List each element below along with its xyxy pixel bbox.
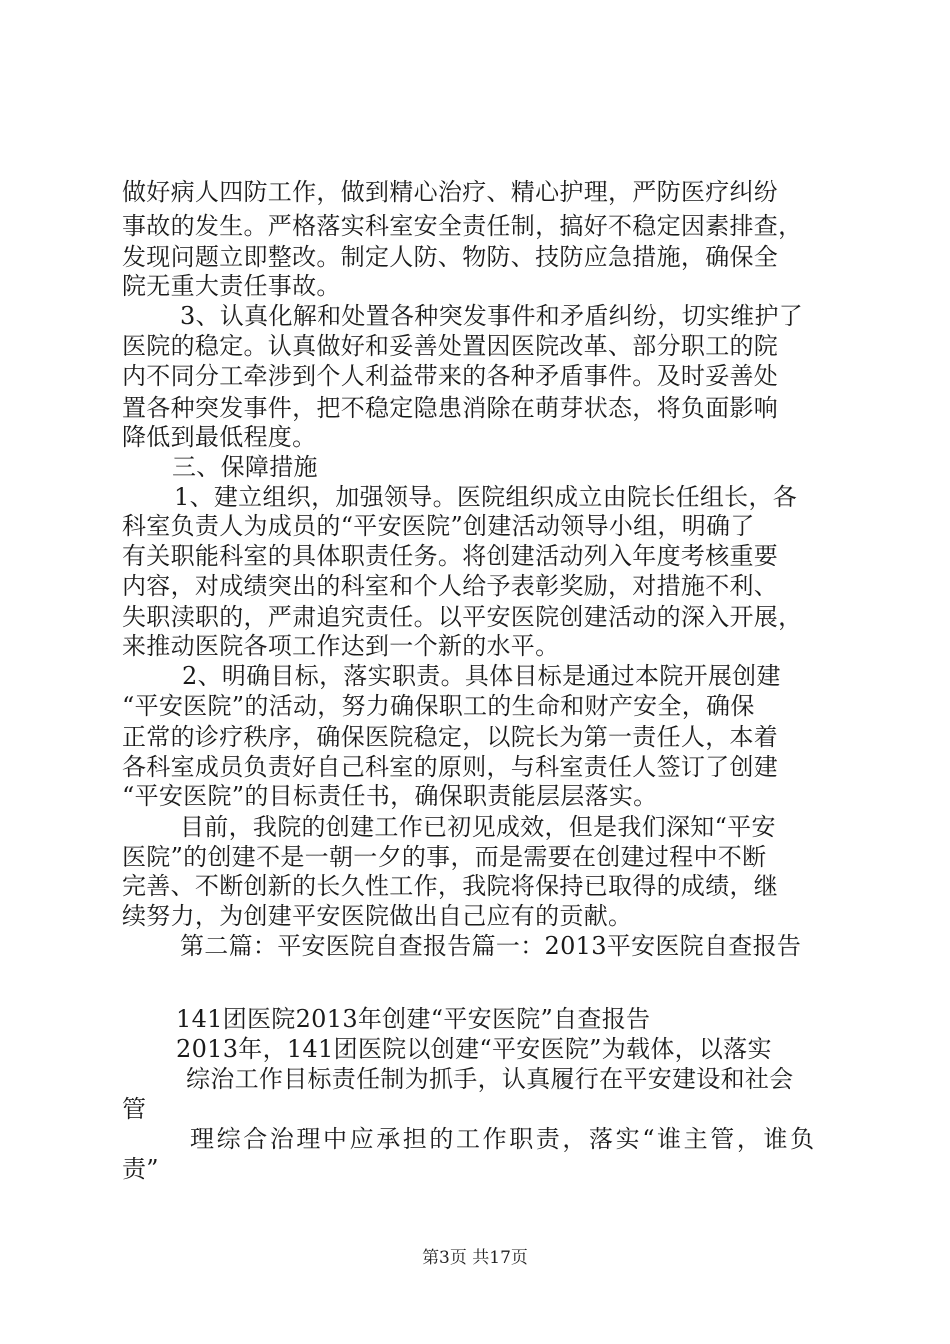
chapter-heading: 第二篇：平安医院自查报告篇一：2013平安医院自查报告 <box>180 932 802 960</box>
body-text-line: 失职渎职的，严肃追究责任。以平安医院创建活动的深入开展， <box>122 603 803 631</box>
body-text-line: 置各种突发事件，把不稳定隐患消除在萌芽状态，将负面影响 <box>122 394 779 422</box>
body-text-line: 内不同分工牵涉到个人利益带来的各种矛盾事件。及时妥善处 <box>122 362 779 390</box>
body-text-line: 降低到最低程度。 <box>122 423 317 451</box>
paragraph-item-1: 1、建立组织，加强领导。医院组织成立由院长任组长，各 <box>174 483 798 511</box>
body-text-line: 综治工作目标责任制为抓手，认真履行在平安建设和社会 <box>186 1065 794 1093</box>
body-text-line: 医院的稳定。认真做好和妥善处置因医院改革、部分职工的院 <box>122 332 779 360</box>
body-text-line: 内容，对成绩突出的科室和个人给予表彰奖励，对措施不利、 <box>122 572 779 600</box>
body-text-line: 责” <box>122 1155 159 1183</box>
paragraph-start: 目前，我院的创建工作已初见成效，但是我们深知“平安 <box>180 813 776 841</box>
body-text-line: 事故的发生。严格落实科室安全责任制，搞好不稳定因素排查， <box>122 212 803 240</box>
body-text-line: 做好病人四防工作，做到精心治疗、精心护理，严防医疗纠纷 <box>122 178 779 206</box>
body-text-line: 2013年，141团医院以创建“平安医院”为载体，以落实 <box>176 1035 772 1063</box>
body-text-line: 各科室成员负责好自己科室的原则，与科室责任人签订了创建 <box>122 753 779 781</box>
body-text-line: 有关职能科室的具体职责任务。将创建活动列入年度考核重要 <box>122 542 779 570</box>
page-number-footer: 第3页 共17页 <box>422 1248 528 1268</box>
paragraph-item-2: 2、明确目标，落实职责。具体目标是通过本院开展创建 <box>182 662 781 690</box>
body-text-line: “平安医院”的目标责任书，确保职责能层层落实。 <box>122 782 658 810</box>
body-text-line: 理综合治理中应承担的工作职责，落实“谁主管，谁负 <box>190 1125 817 1153</box>
section-heading: 三、保障措施 <box>172 453 318 481</box>
body-text-line: 正常的诊疗秩序，确保医院稳定，以院长为第一责任人，本着 <box>122 723 779 751</box>
body-text-line: 院无重大责任事故。 <box>122 272 341 300</box>
body-text-line: 管 <box>122 1095 147 1123</box>
body-text-line: 续努力，为创建平安医院做出自己应有的贡献。 <box>122 902 633 930</box>
paragraph-item-3: 3、认真化解和处置各种突发事件和矛盾纠纷，切实维护了 <box>180 302 804 330</box>
report-title: 141团医院2013年创建“平安医院”自查报告 <box>176 1005 651 1033</box>
body-text-line: 医院”的创建不是一朝一夕的事，而是需要在创建过程中不断 <box>122 843 767 871</box>
body-text-line: “平安医院”的活动，努力确保职工的生命和财产安全，确保 <box>122 692 755 720</box>
body-text-line: 发现问题立即整改。制定人防、物防、技防应急措施，确保全 <box>122 243 779 271</box>
body-text-line: 来推动医院各项工作达到一个新的水平。 <box>122 632 560 660</box>
body-text-line: 完善、不断创新的长久性工作，我院将保持已取得的成绩，继 <box>122 872 779 900</box>
body-text-line: 科室负责人为成员的“平安医院”创建活动领导小组，明确了 <box>122 512 755 540</box>
